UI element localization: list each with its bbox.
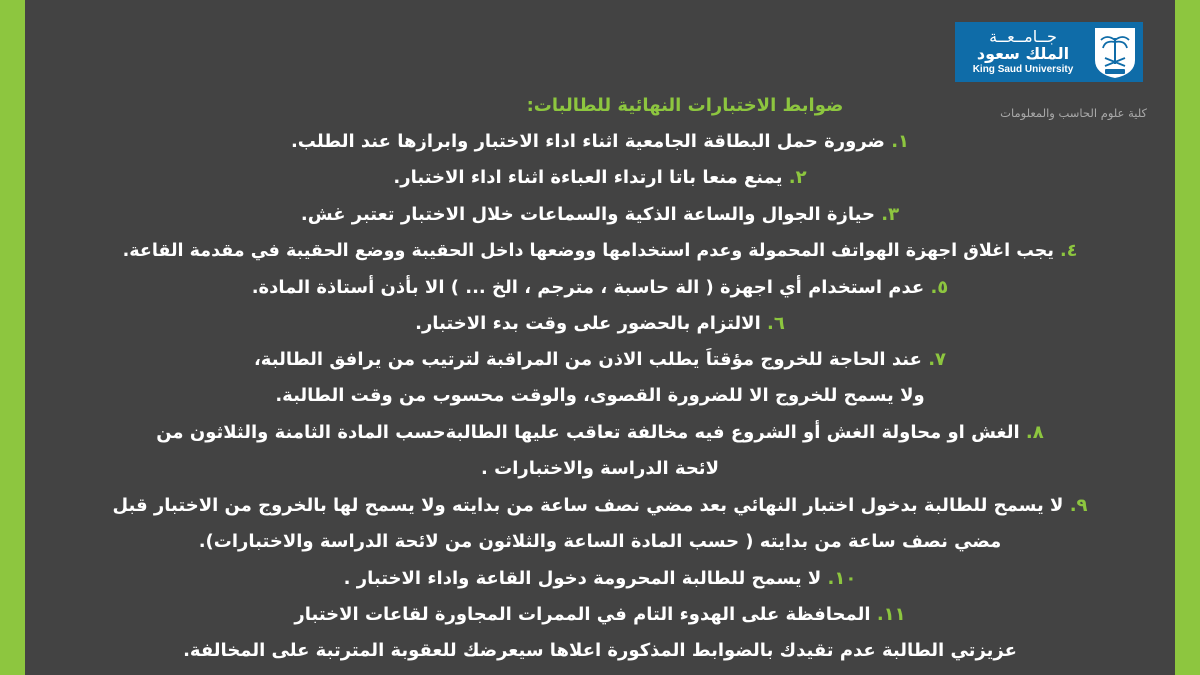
rule-5: [26, 276, 1174, 300]
rule-10: [26, 567, 1174, 591]
exam-rules-document: [26, 0, 1174, 675]
rule-number: ١١.: [876, 604, 906, 625]
rule-text: يجب اغلاق اجهزة الهواتف المحمولة وعدم استخدامها ووضعها داخل الحقيبة ووضع الحقيبة في مقدمة القاعة.: [122, 241, 1054, 261]
rule-number: ٢.: [788, 167, 807, 188]
rule-number: ٥.: [930, 277, 949, 298]
closing-note: عزيزتي الطالبة عدم تقيدك بالضوابط المذكورة اعلاها سيعرضك للعقوبة المترتبة على المخالفة.: [183, 640, 1017, 661]
rule-9-continuation: مضي نصف ساعة من بدايته ( حسب المادة الساعة والثلاثون من لائحة الدراسة والاختبارات).: [198, 531, 1002, 552]
rule-number: ١.: [891, 131, 910, 152]
rule-number: ٣.: [881, 204, 900, 225]
rule-8: [26, 421, 1174, 445]
rule-text: الغش او محاولة الغش أو الشروع فيه مخالفة تعاقب عليها الطالبةحسب المادة الثامنة والثلاثون من: [156, 422, 1020, 443]
rule-number: ٨.: [1025, 422, 1044, 443]
rule-number: ٧.: [928, 349, 947, 370]
rule-number: ١٠.: [827, 568, 857, 589]
rule-text: المحافظة على الهدوء التام في الممرات المجاورة لقاعات الاختبار: [294, 604, 871, 625]
rule-text: حيازة الجوال والساعة الذكية والسماعات خلال الاختبار تعتبر غش.: [300, 204, 875, 225]
rule-3: [26, 203, 1174, 227]
rule-text: يمنع منعا باتا ارتداء العباءة اثناء اداء الاختبار.: [393, 167, 783, 188]
rule-text: لا يسمح للطالبة المحرومة دخول القاعة واداء الاختبار .: [343, 568, 822, 589]
rule-2: [26, 166, 1174, 190]
rule-text: عند الحاجة للخروج مؤقتاَ يطلب الاذن من المراقبة لترتيب من يرافق الطالبة،: [253, 349, 922, 370]
rule-text: عدم استخدام أي اجهزة ( الة حاسبة ، مترجم ، الخ ... ) الا بأذن أستاذة المادة.: [251, 277, 925, 298]
rule-number: ٦.: [767, 313, 785, 334]
document-title: ضوابط الاختبارات النهائية للطالبات:: [526, 95, 844, 116]
left-accent-stripe: [0, 0, 25, 675]
logo-arabic-line1: جــامــعــة: [989, 27, 1057, 46]
logo-english-name: King Saud University: [972, 64, 1074, 75]
logo-arabic-line2: الملك سعود: [976, 44, 1070, 63]
rule-7-continuation: ولا يسمح للخروج الا للضرورة القصوى، والوقت محسوب من وقت الطالبة.: [275, 385, 925, 406]
rule-number: ٤.: [1060, 241, 1078, 261]
rule-1: [26, 130, 1174, 154]
right-accent-stripe: [1175, 0, 1200, 675]
rule-number: ٩.: [1069, 495, 1088, 516]
college-name: كلية علوم الحاسب والمعلومات: [1000, 106, 1147, 120]
rule-text: الالتزام بالحضور على وقت بدء الاختبار.: [415, 313, 761, 334]
rule-8-continuation: لائحة الدراسة والاختبارات .: [481, 458, 719, 479]
rule-9: [26, 494, 1174, 518]
rule-text: ضرورة حمل البطاقة الجامعية اثناء اداء الاختبار وابرازها عند الطلب.: [290, 131, 885, 152]
rule-text: لا يسمح للطالبة بدخول اختبار النهائي بعد مضي نصف ساعة من بدايته ولا يسمح لها بالخروج من الاختبار قبل: [112, 495, 1064, 516]
rule-11: [26, 603, 1174, 627]
rule-7: [26, 348, 1174, 372]
rule-4: [26, 239, 1174, 263]
rule-6: [26, 312, 1174, 336]
